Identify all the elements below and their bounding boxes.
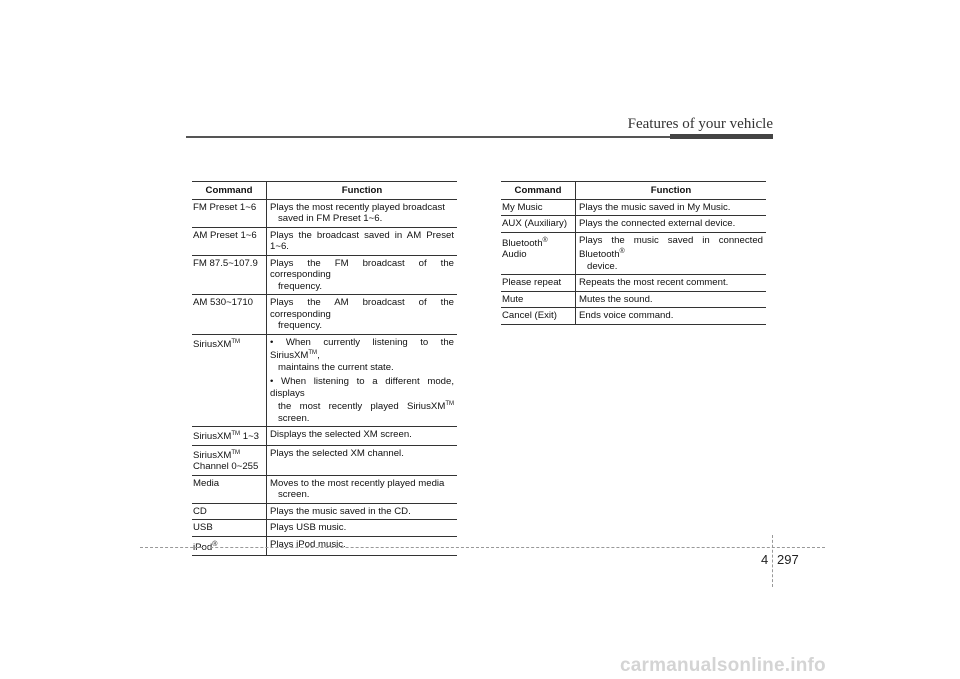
- trademark-mark: TM: [231, 431, 241, 437]
- table-row: [192, 199, 457, 227]
- command-line2: Channel 0~255: [193, 461, 259, 472]
- bullet-text: When currently listening to the SiriusXM: [270, 336, 454, 361]
- command-text: SiriusXM: [193, 338, 232, 350]
- function-cell: Plays the music saved in the CD.: [267, 503, 458, 520]
- command-cell: USB: [192, 520, 267, 537]
- function-cell: Plays iPod music.: [267, 536, 458, 556]
- command-cell: [501, 232, 576, 275]
- page-header-title: Features of your vehicle: [627, 116, 773, 132]
- function-text: Plays the AM broadcast of the corresponding: [270, 297, 454, 320]
- table-row: [501, 216, 766, 233]
- trademark-mark: TM: [308, 350, 318, 356]
- function-cell: [267, 199, 458, 227]
- command-cell: FM 87.5~107.9: [192, 255, 267, 295]
- registered-mark: ®: [212, 540, 218, 548]
- command-suffix: 1~3: [240, 431, 260, 442]
- column-header-function: Function: [267, 182, 458, 200]
- bullet-item: [270, 376, 454, 424]
- table-row: [192, 536, 457, 556]
- command-cell: Cancel (Exit): [501, 308, 576, 325]
- header-accent-bar: [670, 134, 773, 139]
- function-text-cont: saved in FM Preset 1~6.: [278, 213, 383, 224]
- table-row: [192, 503, 457, 520]
- function-text: Plays the FM broadcast of the corresponding: [270, 257, 454, 280]
- command-text: Bluetooth: [502, 237, 543, 249]
- page-number: 297: [777, 552, 799, 567]
- chapter-number: 4: [761, 552, 769, 567]
- footer-dashed-rule: [140, 547, 825, 548]
- table-row: [192, 295, 457, 335]
- voice-command-table-right: [501, 181, 766, 325]
- command-cell: AUX (Auxiliary): [501, 216, 576, 233]
- registered-mark: ®: [619, 248, 625, 255]
- function-text-cont: frequency.: [278, 280, 323, 292]
- table-row: [501, 232, 766, 275]
- bullet-item: [270, 337, 454, 374]
- trademark-mark: TM: [231, 449, 241, 456]
- function-cell: Plays the connected external device.: [576, 216, 767, 233]
- function-text: Plays the most recently played broadcast: [270, 201, 445, 213]
- table-row: [501, 275, 766, 292]
- function-text-cont: screen.: [278, 489, 310, 500]
- command-cell: [192, 445, 267, 475]
- table-row: [192, 227, 457, 255]
- watermark: carmanualsonline.info: [620, 655, 826, 676]
- function-cell: Mutes the sound.: [576, 291, 767, 308]
- function-cell: Repeats the most recent comment.: [576, 275, 767, 292]
- table-row: [192, 334, 457, 427]
- function-cell: Plays the selected XM channel.: [267, 445, 458, 475]
- bullet-text: When listening to a different mode, displays: [270, 376, 454, 399]
- command-text-b: Audio: [502, 249, 527, 260]
- function-cell: [267, 255, 458, 295]
- function-text-cont: device.: [587, 260, 618, 272]
- bullet-text-punct: ,: [317, 350, 320, 361]
- voice-command-table-left: [192, 181, 457, 556]
- command-cell: Mute: [501, 291, 576, 308]
- command-cell: My Music: [501, 199, 576, 216]
- function-text: Moves to the most recently played media: [270, 477, 445, 489]
- footer-dashed-divider: [772, 535, 773, 587]
- column-header-function: Function: [576, 182, 767, 200]
- command-cell: FM Preset 1~6: [192, 199, 267, 227]
- table-row: [192, 255, 457, 295]
- command-cell: CD: [192, 503, 267, 520]
- table-row: [501, 199, 766, 216]
- command-cell: AM 530~1710: [192, 295, 267, 335]
- bullet-text-cont: [270, 399, 454, 424]
- command-cell: [192, 427, 267, 446]
- function-cell: [267, 295, 458, 335]
- column-header-command: Command: [501, 182, 576, 200]
- command-cell: [192, 334, 267, 427]
- table-row: [501, 291, 766, 308]
- bullet-text-cont: maintains the current state.: [278, 361, 394, 373]
- table-row: [192, 520, 457, 537]
- command-text: iPod: [193, 541, 213, 553]
- function-cell: Displays the selected XM screen.: [267, 427, 458, 446]
- bullet-text-cont-b: screen.: [278, 412, 310, 424]
- bullet-icon: •: [270, 336, 274, 348]
- command-cell: Media: [192, 475, 267, 503]
- function-cell: [267, 475, 458, 503]
- trademark-mark: TM: [231, 338, 241, 345]
- table-row: [501, 308, 766, 325]
- bullet-icon: •: [270, 376, 274, 387]
- table-row: [192, 475, 457, 503]
- command-text: SiriusXM: [193, 431, 232, 442]
- command-cell: Please repeat: [501, 275, 576, 292]
- function-cell: Plays the broadcast saved in AM Preset 1~6.: [267, 227, 458, 255]
- table-row: [192, 445, 457, 475]
- bullet-text-cont-a: the most recently played SiriusXM: [278, 401, 446, 412]
- function-text-cont: frequency.: [278, 320, 323, 331]
- function-cell: Plays the music saved in My Music.: [576, 199, 767, 216]
- trademark-mark: TM: [445, 401, 454, 407]
- command-cell: AM Preset 1~6: [192, 227, 267, 255]
- function-cell: Plays USB music.: [267, 520, 458, 537]
- function-cell: [576, 232, 767, 275]
- function-cell: Ends voice command.: [576, 308, 767, 325]
- function-text: Plays the music saved in connected Bluetooth: [579, 234, 763, 260]
- registered-mark: ®: [542, 236, 548, 244]
- function-cell: [267, 334, 458, 427]
- command-text: SiriusXM: [193, 449, 232, 461]
- command-cell: [192, 536, 267, 556]
- table-row: [192, 427, 457, 446]
- column-header-command: Command: [192, 182, 267, 200]
